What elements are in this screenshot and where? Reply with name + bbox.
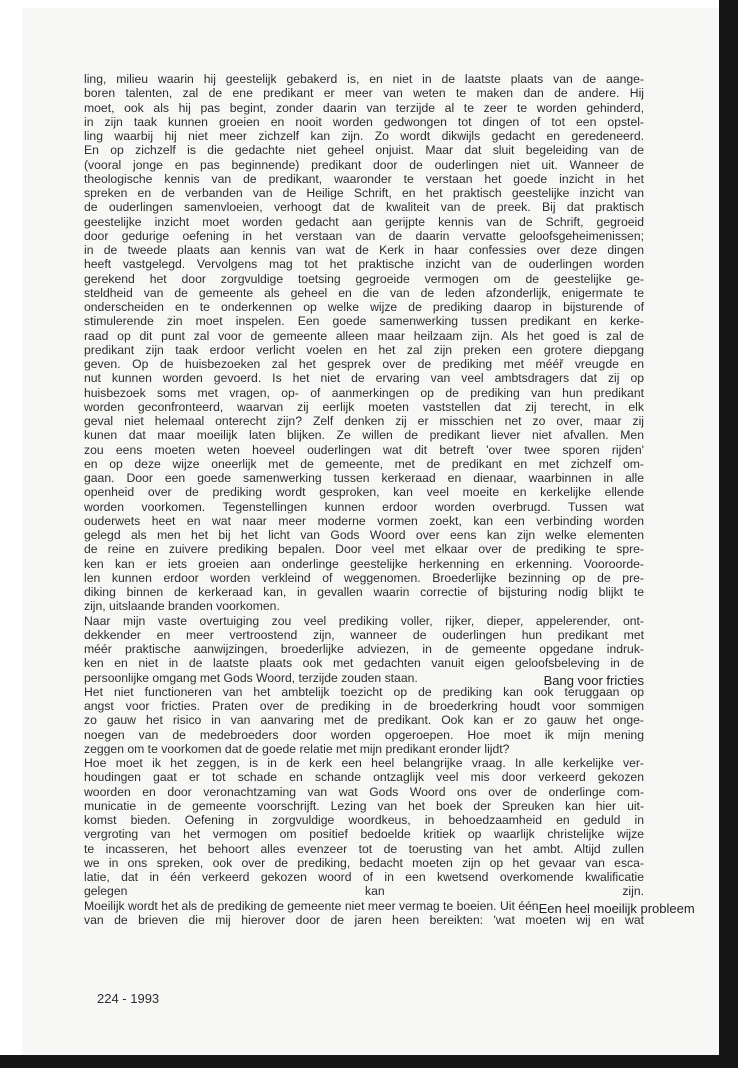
text-line: noegen van de medebroeders door worden opgeroepen. Hoe moet ik mijn mening [84, 727, 644, 742]
text-line: nut kunnen worden gevoerd. Is het niet de ervaring van veel ambtsdragers dat zij op [84, 371, 644, 386]
text-line: méér praktische aanwijzingen, broederlijke adviezen, in de gemeente opgedane indruk- [84, 642, 644, 656]
text-line: komst bieden. Oefening in zorgvuldige woordkeus, in behoedzaamheid en geduld in [84, 813, 644, 827]
text-line: gelegen kan zijn. [84, 884, 644, 899]
text-line: angst voor fricties. Praten over de prediking in de broederkring houdt voor sommigen [84, 699, 644, 713]
text-line: En op zichzelf is die gedachte niet geheel onjuist. Maar dat sluit begeleiding van de [84, 143, 644, 158]
text-line: Moeilijk wordt het als de prediking de gemeente niet meer vermag te boeien. Uit één [84, 898, 539, 913]
text-line: gerekend het door zorgvuldige toetsing gegroeide vermogen om de geestelijke ge- [84, 271, 644, 286]
text-line: onderscheiden en te onderkennen op welke wijze de prediking daarop in bijsturende of [84, 300, 644, 314]
text-line: gaan. Door een goede samenwerking tussen kerkeraad en dienaar, waarbinnen in alle [84, 471, 644, 485]
text-line: van de brieven die mij hierover door de jaren heen bereikten: 'wat moeten wij en wat [84, 912, 644, 927]
text-line: zijn, uitslaande branden voorkomen. [84, 599, 280, 614]
text-line: (vooral jonge en pas beginnende) predikant door de ouderlingen niet uit. Wanneer de [84, 157, 644, 172]
text-line: we in ons spreken, ook over de prediking, bedacht moeten zijn op het gevaar van esca- [84, 855, 644, 870]
text-line: door gedurige oefening in het verstaan van de daarin vervatte geloofsgeheimenissen; [84, 228, 644, 243]
scan-left-margin [0, 0, 22, 1068]
text-line: geval niet helemaal onterecht zijn? Zelf denken zij er misschien net zo over, maar zij [84, 414, 644, 428]
text-line: en op deze wijze oneerlijk met de gemeente, met de predikant en met zichzelf om- [84, 456, 644, 471]
text-line: geestelijke inzicht moet worden gedacht aan gerijpte kennis van de Schrift, gegroeid [84, 214, 644, 229]
text-line: in de tweede plaats aan kennis van wat de Kerk in haar confessies over deze dingen [84, 243, 644, 257]
text-line: ken kan er iets groeien aan onderlinge geestelijke herkenning en erkenning. Vooroorde- [84, 556, 644, 571]
text-line: geven. Op de huisbezoeken zal het gesprek over de prediking met mééř vreugde en [84, 357, 644, 371]
text-line: Naar mijn vaste overtuiging zou veel prediking voller, rijker, dieper, appelerender, ont- [84, 613, 644, 628]
text-line: ken en niet in de laatste plaats ook met gedachten vanuit eigen geloofsbeleving in de [84, 656, 644, 671]
text-line: raad op dit punt zal voor de gemeente alleen maar heilzaam zijn. Als het goed is zal de [84, 328, 644, 343]
text-line: ling, milieu waarin hij geestelijk gebakerd is, en niet in de laatste plaats van de aange- [84, 72, 644, 86]
text-line: boren talenten, zal de ene predikant er meer van weten te maken dan de andere. Hij [84, 86, 644, 101]
text-line: steldheid van de gemeente als geheel en die van de leden afzonderlijk, enigermate te [84, 285, 644, 300]
text-line: worden voorkomen. Tegenstellingen kunnen erdoor worden overbrugd. Tussen wat [84, 499, 644, 514]
text-line: diking binnen de kerkeraad kan, in gevallen waarin correctie of bijsturing nodig blijkt te [84, 585, 644, 599]
section-heading: Een heel moeilijk probleem [538, 900, 695, 916]
text-line: persoonlijke omgang met Gods Woord, terzijde zouden staan. [84, 670, 418, 685]
text-line: spreken en de verbanden van de Heilige Schrift, en het praktisch geestelijke inzicht van [84, 186, 644, 200]
text-line: len kunnen erdoor worden verkleind of weggenomen. Broederlijke bezinning op de pre- [84, 570, 644, 585]
text-line: theologische kennis van de predikant, waaronder te verstaan het goede inzicht in het [84, 171, 644, 186]
text-line: zou eens moeten weten hoeveel ouderlingen wat dit betreft 'over twee sporen rijden' [84, 442, 644, 457]
book-binding-edge [719, 0, 738, 1068]
text-line: openheid over de prediking wordt gesproken, kan veel moeite en kerkelijke ellende [84, 485, 644, 500]
page-top-edge [22, 0, 719, 8]
text-line: in zijn taak kunnen groeien en nooit worden gedwongen tot dingen of tot een opstel- [84, 114, 644, 129]
text-line: kunen dat maar moeilijk laten blijken. Ze willen de predikant liever niet afvallen. Men [84, 428, 644, 443]
section-heading: Bang voor fricties [543, 672, 644, 688]
text-line: gelegd als men het bij het licht van Gods Woord over eens kan zijn welke elementen [84, 528, 644, 542]
text-line: predikant zijn taak erdoor verlicht voelen en het zal zijn preken een grotere diepgang [84, 342, 644, 357]
text-line: heeft vastgelegd. Vervolgens mag tot het praktische inzicht van de ouderlingen worden [84, 257, 644, 272]
text-line: Hoe moet ik het zeggen, is in de kerk een heel belangrijke vraag. In alle kerkelijke ver- [84, 756, 644, 770]
text-line: ling waarbij hij niet meer zichzelf kan zijn. Zo wordt dikwijls gedacht en geredeneerd. [84, 129, 644, 143]
body-text [84, 72, 695, 927]
text-line: zo gauw het risico in van aanvaring met de predikant. Ook kan er zo gauw het onge- [84, 713, 644, 728]
text-line: de reine en zuivere prediking bepalen. Door veel met elkaar over de prediking te spre- [84, 542, 644, 557]
text-line-with-heading [84, 898, 695, 916]
text-line: ouderwets heet en wat naar meer moderne vormen zoekt, kan een verbinding worden [84, 513, 644, 528]
text-line: de ouderlingen samenvloeien, verhoogt dat de kwaliteit van de preek. Bij dat praktisch [84, 200, 644, 215]
text-line-with-heading [84, 670, 644, 688]
text-line: woorden en door veronachtzaming van wat Gods Woord ons over de onderlinge com- [84, 784, 644, 799]
text-line: Het niet functioneren van het ambtelijk toezicht op de prediking kan ook teruggaan op [84, 684, 644, 699]
text-line: worden geconfronteerd, waarvan zij eerlijk moeten vaststellen dat zij terecht, in elk [84, 399, 644, 414]
book-bottom-edge [0, 1055, 738, 1068]
text-line: stimulerende zin moet inspelen. Een goede samenwerking tussen predikant en kerke- [84, 314, 644, 329]
text-line: dekkender en meer vertroostend zijn, wanneer de ouderlingen hun predikant met [84, 627, 644, 642]
text-line: vergroting van het vermogen om positief bedoelde kritiek op waarlijk christelijke wijze [84, 827, 644, 842]
text-line: municatie in de gemeente voorschrijft. Lezing van het boek der Spreuken kan hier uit- [84, 798, 644, 813]
text-line: te incasseren, het behoort alles evenzeer tot de toerusting van het ambt. Altijd zullen [84, 841, 644, 856]
text-line: zeggen om te voorkomen dat de goede relatie met mijn predikant eronder lijdt? [84, 741, 510, 756]
text-line: huisbezoek soms met vragen, op- of aanmerkingen op de prediking van hun predikant [84, 385, 644, 400]
page-footer: 224 - 1993 [97, 991, 160, 1006]
text-line: houdingen gaat er tot schade en schande ontzaglijk veel mis door verkeerd gekozen [84, 770, 644, 785]
text-line: latie, dat in één verkeerd gekozen woord of in een kwetsend overkomende kwalificatie [84, 870, 644, 884]
text-line: moet, ook als hij pas begint, zonder daarin van terzijde al te zeer te worden gehinderd, [84, 100, 644, 115]
